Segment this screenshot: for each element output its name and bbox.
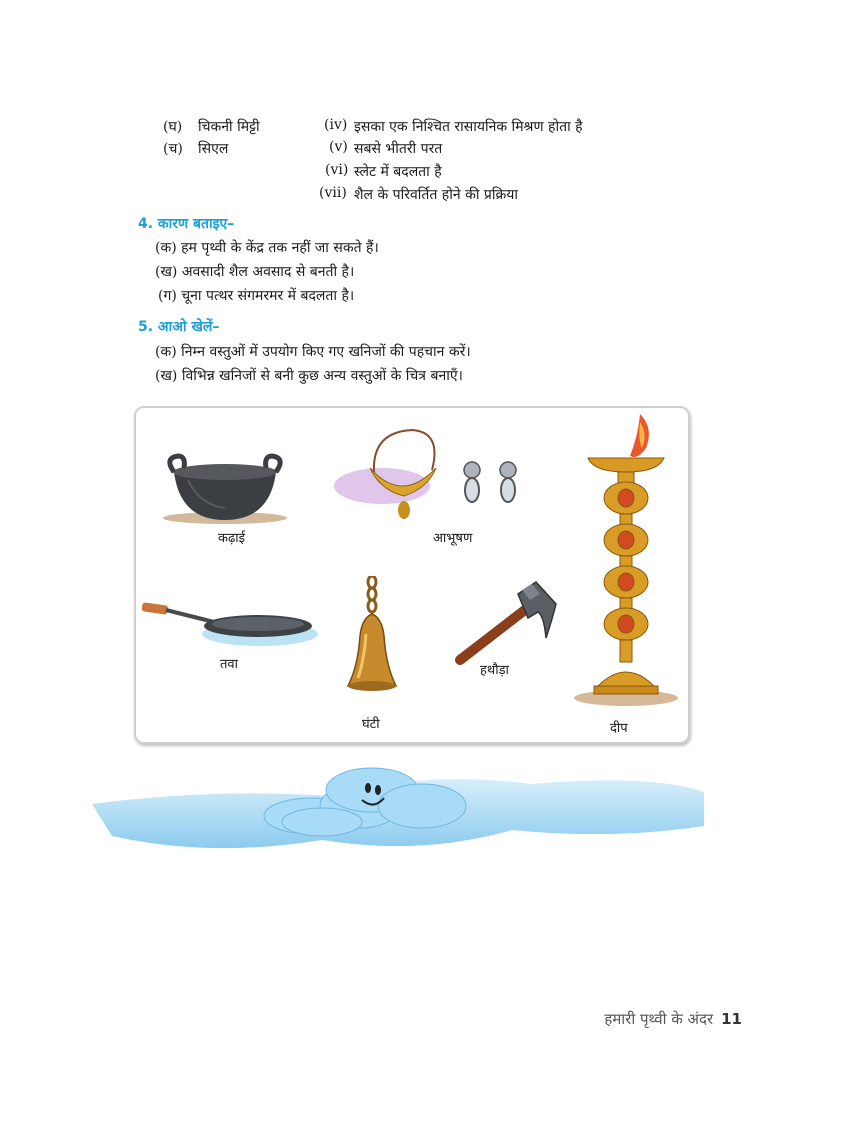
match-left-num: (च) <box>163 141 183 157</box>
question-5-item: (ख) विभिन्न खनिजों से बनी कुछ अन्य वस्तुओं के चित्र बनाएँ। <box>155 368 463 384</box>
hammer-illustration <box>452 580 562 670</box>
question-4-item: (क) हम पृथ्वी के केंद्र तक नहीं जा सकते हैं। <box>155 240 379 256</box>
bell-illustration <box>342 576 402 706</box>
match-left-num: (घ) <box>163 119 183 135</box>
caption-jewellery: आभूषण <box>433 531 473 546</box>
caption-tawa: तवा <box>220 657 239 672</box>
tawa-illustration <box>140 600 320 650</box>
caption-kadhai: कढ़ाई <box>218 531 246 546</box>
match-right-text: सबसे भीतरी परत <box>354 141 443 157</box>
match-left-text: चिकनी मिट्टी <box>198 119 260 135</box>
cloud-illustration <box>92 766 704 858</box>
match-right-num: (v) <box>329 139 348 155</box>
page-number: 11 <box>721 1010 742 1028</box>
caption-hammer: हथौड़ा <box>480 663 509 678</box>
caption-bell: घंटी <box>362 717 380 732</box>
match-right-num: (vi) <box>325 162 349 178</box>
match-right-text: इसका एक निश्चित रासायनिक मिश्रण होता है <box>354 119 583 135</box>
jewellery-illustration <box>332 424 532 524</box>
caption-lamp: दीप <box>610 721 628 736</box>
question-4-heading: 4. कारण बताइए– <box>138 216 235 232</box>
footer-title: हमारी पृथ्वी के अंदर <box>604 1010 714 1028</box>
page-footer <box>604 1009 742 1029</box>
match-left-text: सिएल <box>198 141 229 157</box>
match-right-text: स्लेट में बदलता है <box>354 164 442 180</box>
match-right-num: (iv) <box>324 117 348 133</box>
question-4-item: (ग) चूना पत्थर संगमरमर में बदलता है। <box>158 288 355 304</box>
question-4-item: (ख) अवसादी शैल अवसाद से बनती है। <box>155 264 355 280</box>
kadhai-illustration <box>160 450 290 525</box>
minerals-figure <box>134 406 690 744</box>
lamp-illustration <box>568 412 678 712</box>
match-right-num: (vii) <box>319 185 347 201</box>
question-5-heading: 5. आओ खेलें– <box>138 319 220 335</box>
question-5-item: (क) निम्न वस्तुओं में उपयोग किए गए खनिजों की पहचान करें। <box>155 344 471 360</box>
match-right-text: शैल के परिवर्तित होने की प्रक्रिया <box>354 187 518 203</box>
